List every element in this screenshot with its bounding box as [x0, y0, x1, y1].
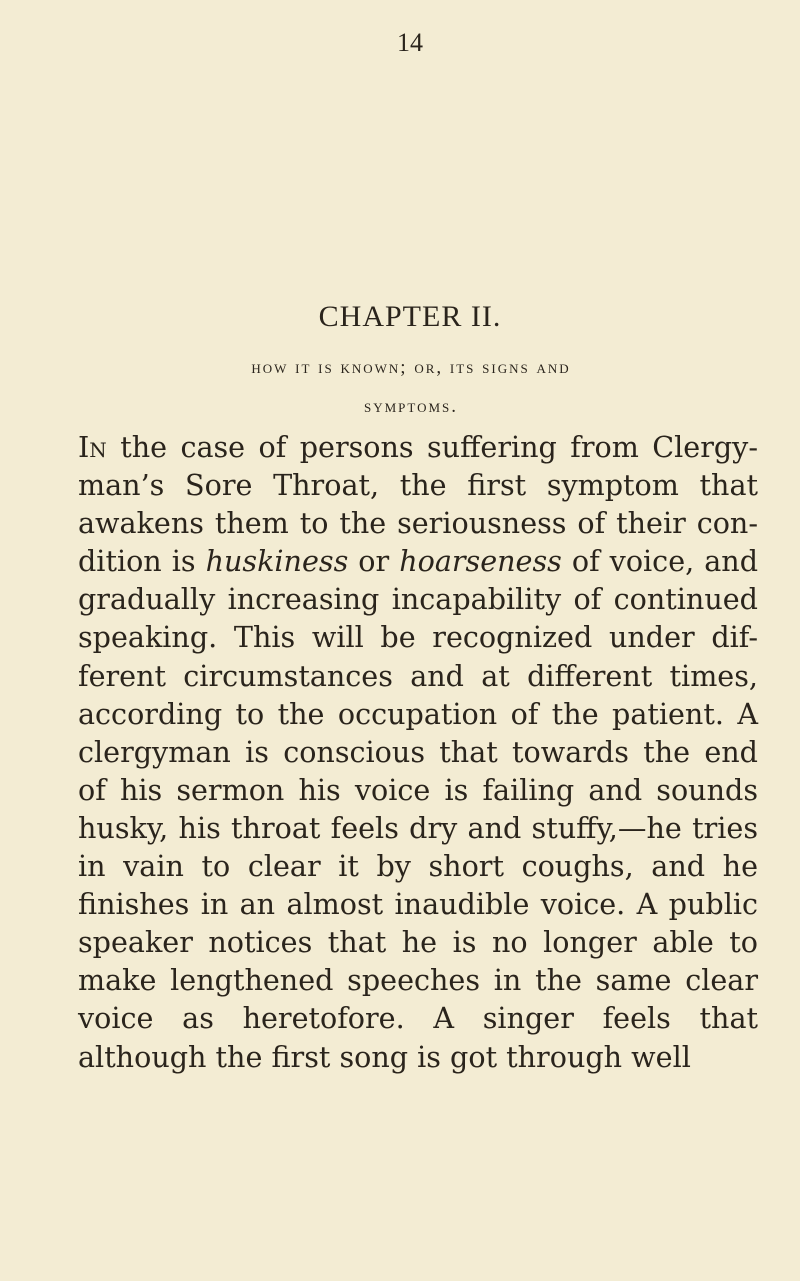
text-line [78, 885, 758, 923]
text-line [78, 618, 758, 656]
text-segment: ferent circumstances and at different times, [78, 658, 758, 693]
chapter-subtitle-line-2: symptoms. [363, 396, 459, 417]
text-line [78, 961, 758, 999]
text-line [78, 580, 758, 618]
text-segment: although the first song is got through well [78, 1039, 691, 1074]
text-segment: of voice, and [561, 544, 758, 579]
text-line [78, 847, 758, 885]
text-line [78, 1038, 758, 1076]
text-line [78, 923, 758, 961]
text-segment: according to the occupation of the patient. A [78, 696, 758, 731]
emphasized-term: hoarseness [399, 544, 562, 579]
text-segment: the case of persons suffering from Clergy- [106, 430, 758, 464]
text-line [78, 771, 758, 809]
text-segment: man’s Sore Throat, the first symptom that [78, 468, 758, 503]
text-line [78, 504, 758, 542]
text-line [78, 466, 758, 504]
body-paragraph [78, 428, 758, 1076]
paragraph-opening-word: In [78, 430, 107, 464]
text-segment: husky, his throat feels dry and stuffy,—he tries [78, 810, 758, 845]
chapter-title: CHAPTER II. [318, 300, 502, 333]
text-line [78, 809, 758, 847]
text-segment: clergyman is conscious that towards the end [78, 734, 758, 769]
text-segment: in vain to clear it by short coughs, and he [78, 849, 758, 884]
chapter-subtitle-line-1: how it is known; or, its signs and [251, 357, 571, 378]
text-line [78, 733, 758, 771]
text-line [78, 428, 758, 466]
text-segment: speaker notices that he is no longer able to [78, 925, 758, 960]
text-segment: speaking. This will be recognized under dif- [78, 620, 758, 655]
text-segment: or [348, 544, 400, 579]
text-line [78, 542, 758, 580]
text-segment: dition is [78, 544, 206, 579]
text-segment: awakens them to the seriousness of their con- [78, 506, 758, 541]
text-line [78, 999, 758, 1037]
text-segment: finishes in an almost inaudible voice. A public [78, 887, 758, 922]
text-line [78, 695, 758, 733]
emphasized-term: huskiness [205, 544, 349, 579]
text-segment: of his sermon his voice is failing and sounds [78, 772, 758, 807]
text-line [78, 657, 758, 695]
text-segment: voice as heretofore. A singer feels that [78, 1001, 758, 1036]
page-number: 14 [397, 28, 423, 57]
text-segment: gradually increasing incapability of continued [78, 582, 758, 617]
text-segment: make lengthened speeches in the same clear [78, 963, 758, 998]
